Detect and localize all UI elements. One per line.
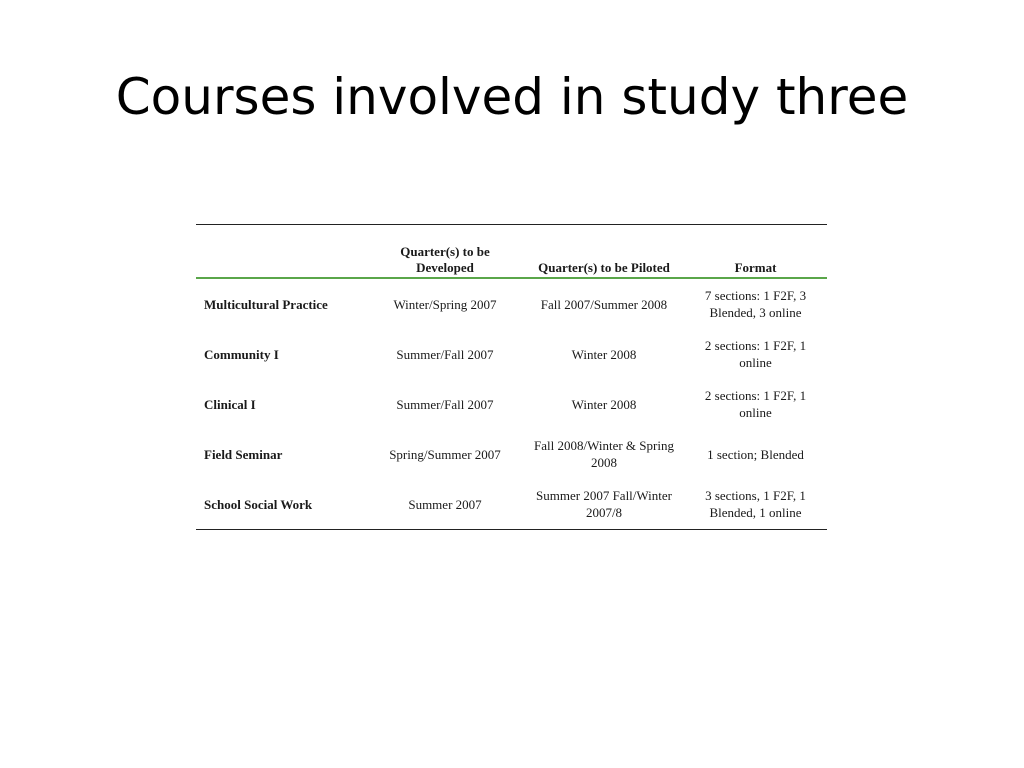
format-cell: 2 sections: 1 F2F, 1 online xyxy=(704,338,807,370)
format-cell: 7 sections: 1 F2F, 3 Blended, 3 online xyxy=(704,288,807,320)
course-name-cell: Field Seminar xyxy=(204,446,283,462)
table-row xyxy=(196,379,827,429)
piloted-cell: Winter 2008 xyxy=(571,396,637,412)
table-header xyxy=(196,225,827,279)
courses-table xyxy=(196,224,827,530)
courses-table-container xyxy=(196,224,827,530)
format-cell: 2 sections: 1 F2F, 1 online xyxy=(704,388,807,420)
table-row xyxy=(196,479,827,530)
developed-cell: Spring/Summer 2007 xyxy=(389,446,501,462)
table-row xyxy=(196,329,827,379)
header-cell-piloted: Quarter(s) to be Piloted xyxy=(538,260,670,275)
developed-cell: Summer/Fall 2007 xyxy=(396,346,494,362)
table-row xyxy=(196,429,827,479)
developed-cell: Winter/Spring 2007 xyxy=(393,296,497,312)
course-name-cell: School Social Work xyxy=(204,496,313,512)
header-row xyxy=(196,225,827,279)
header-cell-developed: Quarter(s) to be Developed xyxy=(400,244,490,275)
table-row xyxy=(196,278,827,329)
developed-cell: Summer/Fall 2007 xyxy=(396,396,494,412)
developed-cell: Summer 2007 xyxy=(408,496,482,512)
header-cell-format: Format xyxy=(734,260,777,275)
piloted-cell: Fall 2008/Winter & Spring 2008 xyxy=(534,438,674,470)
course-name-cell: Multicultural Practice xyxy=(204,296,328,312)
piloted-cell: Winter 2008 xyxy=(571,346,637,362)
slide-title: Courses involved in study three xyxy=(115,68,909,126)
course-name-cell: Community I xyxy=(204,346,279,362)
piloted-cell: Summer 2007 Fall/Winter 2007/8 xyxy=(536,488,672,520)
format-cell: 1 section; Blended xyxy=(707,446,804,462)
table-body xyxy=(196,278,827,530)
course-name-cell: Clinical I xyxy=(204,396,256,412)
header-cell-course xyxy=(196,225,366,279)
format-cell: 3 sections, 1 F2F, 1 Blended, 1 online xyxy=(705,488,806,520)
piloted-cell: Fall 2007/Summer 2008 xyxy=(540,296,668,312)
